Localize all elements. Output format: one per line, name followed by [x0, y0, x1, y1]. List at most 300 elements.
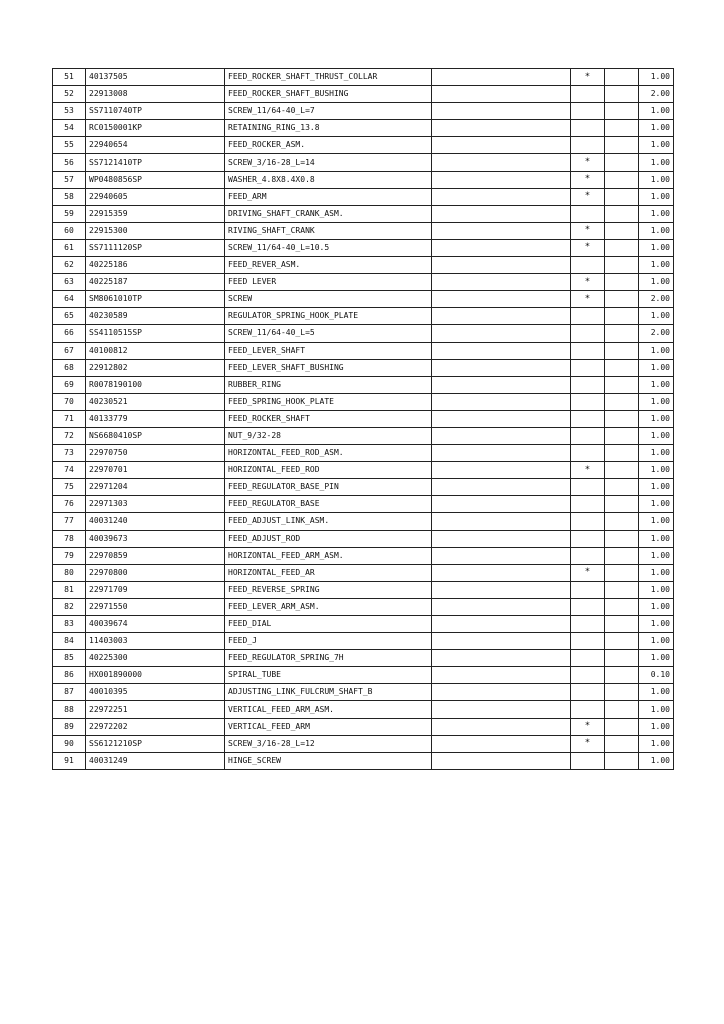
mark-cell: * [571, 69, 605, 86]
blank-cell [605, 479, 639, 496]
description-cell: FEED LEVER [225, 274, 432, 291]
description-cell: ADJUSTING_LINK_FULCRUM_SHAFT_B [225, 684, 432, 701]
description-cell: FEED_ADJUST_ROD [225, 530, 432, 547]
mark-cell: * [571, 154, 605, 171]
description-cell: FEED_REGULATOR_BASE [225, 496, 432, 513]
table-row [53, 479, 674, 496]
item-number-cell: 91 [53, 752, 86, 769]
quantity-cell: 0.10 [639, 667, 674, 684]
quantity-cell: 1.00 [639, 752, 674, 769]
blank-cell [605, 393, 639, 410]
description-cell: FEED_SPRING_HOOK_PLATE [225, 393, 432, 410]
quantity-cell: 1.00 [639, 633, 674, 650]
part-number-cell: 22972202 [86, 718, 225, 735]
item-number-cell: 79 [53, 547, 86, 564]
blank-cell [432, 547, 571, 564]
mark-cell [571, 359, 605, 376]
description-cell: SCREW_11/64-40_L=5 [225, 325, 432, 342]
item-number-cell: 74 [53, 462, 86, 479]
item-number-cell: 68 [53, 359, 86, 376]
blank-cell [605, 410, 639, 427]
item-number-cell: 66 [53, 325, 86, 342]
quantity-cell: 1.00 [639, 239, 674, 256]
blank-cell [605, 667, 639, 684]
blank-cell [605, 513, 639, 530]
description-cell: DRIVING_SHAFT_CRANK_ASM. [225, 205, 432, 222]
mark-cell [571, 701, 605, 718]
mark-cell [571, 342, 605, 359]
table-row [53, 291, 674, 308]
description-cell: FEED_REGULATOR_SPRING_7H [225, 650, 432, 667]
table-row [53, 735, 674, 752]
mark-cell [571, 530, 605, 547]
quantity-cell: 1.00 [639, 445, 674, 462]
table-row [53, 257, 674, 274]
blank-cell [605, 633, 639, 650]
blank-cell [432, 650, 571, 667]
blank-cell [605, 359, 639, 376]
blank-cell [432, 222, 571, 239]
description-cell: FEED_REGULATOR_BASE_PIN [225, 479, 432, 496]
description-cell: SCREW_3/16-28_L=14 [225, 154, 432, 171]
item-number-cell: 84 [53, 633, 86, 650]
description-cell: FEED_ADJUST_LINK_ASM. [225, 513, 432, 530]
blank-cell [432, 427, 571, 444]
blank-cell [432, 154, 571, 171]
quantity-cell: 1.00 [639, 154, 674, 171]
item-number-cell: 64 [53, 291, 86, 308]
description-cell: FEED_ROCKER_SHAFT_THRUST_COLLAR [225, 69, 432, 86]
part-number-cell: 22971709 [86, 581, 225, 598]
part-number-cell: 40230521 [86, 393, 225, 410]
item-number-cell: 63 [53, 274, 86, 291]
item-number-cell: 61 [53, 239, 86, 256]
table-row [53, 684, 674, 701]
item-number-cell: 56 [53, 154, 86, 171]
blank-cell [432, 684, 571, 701]
mark-cell [571, 684, 605, 701]
mark-cell [571, 650, 605, 667]
part-number-cell: 22970800 [86, 564, 225, 581]
quantity-cell: 1.00 [639, 120, 674, 137]
part-number-cell: 40010395 [86, 684, 225, 701]
blank-cell [605, 120, 639, 137]
item-number-cell: 60 [53, 222, 86, 239]
table-row [53, 530, 674, 547]
blank-cell [605, 735, 639, 752]
item-number-cell: 65 [53, 308, 86, 325]
item-number-cell: 51 [53, 69, 86, 86]
quantity-cell: 1.00 [639, 342, 674, 359]
blank-cell [432, 308, 571, 325]
mark-cell [571, 752, 605, 769]
part-number-cell: 22971303 [86, 496, 225, 513]
mark-cell [571, 445, 605, 462]
part-number-cell: 40031249 [86, 752, 225, 769]
quantity-cell: 1.00 [639, 171, 674, 188]
mark-cell: * [571, 171, 605, 188]
quantity-cell: 1.00 [639, 513, 674, 530]
table-row [53, 188, 674, 205]
description-cell: SCREW_11/64-40_L=10.5 [225, 239, 432, 256]
quantity-cell: 2.00 [639, 86, 674, 103]
item-number-cell: 82 [53, 598, 86, 615]
blank-cell [605, 547, 639, 564]
blank-cell [432, 137, 571, 154]
item-number-cell: 90 [53, 735, 86, 752]
description-cell: HORIZONTAL_FEED_ROD [225, 462, 432, 479]
description-cell: SCREW_11/64-40_L=7 [225, 103, 432, 120]
table-row [53, 376, 674, 393]
quantity-cell: 1.00 [639, 69, 674, 86]
mark-cell: * [571, 274, 605, 291]
item-number-cell: 58 [53, 188, 86, 205]
item-number-cell: 70 [53, 393, 86, 410]
blank-cell [605, 188, 639, 205]
table-row [53, 667, 674, 684]
mark-cell: * [571, 462, 605, 479]
item-number-cell: 62 [53, 257, 86, 274]
blank-cell [432, 598, 571, 615]
blank-cell [605, 154, 639, 171]
table-row [53, 410, 674, 427]
description-cell: RUBBER_RING [225, 376, 432, 393]
part-number-cell: 22913008 [86, 86, 225, 103]
description-cell: HORIZONTAL_FEED_AR [225, 564, 432, 581]
mark-cell [571, 103, 605, 120]
description-cell: HINGE_SCREW [225, 752, 432, 769]
item-number-cell: 76 [53, 496, 86, 513]
mark-cell [571, 427, 605, 444]
table-row [53, 86, 674, 103]
table-row [53, 496, 674, 513]
item-number-cell: 57 [53, 171, 86, 188]
table-row [53, 752, 674, 769]
description-cell: FEED_LEVER_ARM_ASM. [225, 598, 432, 615]
description-cell: VERTICAL_FEED_ARM [225, 718, 432, 735]
blank-cell [605, 291, 639, 308]
table-row [53, 393, 674, 410]
quantity-cell: 1.00 [639, 496, 674, 513]
item-number-cell: 72 [53, 427, 86, 444]
blank-cell [605, 616, 639, 633]
blank-cell [432, 393, 571, 410]
part-number-cell: SS6121210SP [86, 735, 225, 752]
blank-cell [432, 445, 571, 462]
table-row [53, 342, 674, 359]
quantity-cell: 1.00 [639, 205, 674, 222]
blank-cell [605, 530, 639, 547]
blank-cell [605, 564, 639, 581]
part-number-cell: 40225300 [86, 650, 225, 667]
blank-cell [605, 274, 639, 291]
part-number-cell: RC0150001KP [86, 120, 225, 137]
description-cell: VERTICAL_FEED_ARM_ASM. [225, 701, 432, 718]
blank-cell [432, 257, 571, 274]
table-row [53, 616, 674, 633]
blank-cell [432, 103, 571, 120]
description-cell: SCREW_3/16-28_L=12 [225, 735, 432, 752]
part-number-cell: 40031240 [86, 513, 225, 530]
blank-cell [432, 188, 571, 205]
part-number-cell: SS4110515SP [86, 325, 225, 342]
blank-cell [432, 633, 571, 650]
quantity-cell: 2.00 [639, 325, 674, 342]
description-cell: REGULATOR_SPRING_HOOK_PLATE [225, 308, 432, 325]
blank-cell [605, 598, 639, 615]
mark-cell: * [571, 239, 605, 256]
item-number-cell: 75 [53, 479, 86, 496]
blank-cell [605, 257, 639, 274]
item-number-cell: 69 [53, 376, 86, 393]
mark-cell [571, 257, 605, 274]
mark-cell [571, 598, 605, 615]
blank-cell [432, 667, 571, 684]
blank-cell [432, 342, 571, 359]
blank-cell [432, 410, 571, 427]
description-cell: FEED_ARM [225, 188, 432, 205]
quantity-cell: 1.00 [639, 308, 674, 325]
blank-cell [605, 69, 639, 86]
description-cell: HORIZONTAL_FEED_ROD_ASM. [225, 445, 432, 462]
description-cell: HORIZONTAL_FEED_ARM_ASM. [225, 547, 432, 564]
quantity-cell: 1.00 [639, 564, 674, 581]
blank-cell [432, 239, 571, 256]
mark-cell [571, 581, 605, 598]
blank-cell [432, 120, 571, 137]
quantity-cell: 1.00 [639, 650, 674, 667]
table-row [53, 513, 674, 530]
item-number-cell: 71 [53, 410, 86, 427]
table-row [53, 171, 674, 188]
mark-cell: * [571, 188, 605, 205]
blank-cell [605, 239, 639, 256]
mark-cell [571, 410, 605, 427]
part-number-cell: 22940605 [86, 188, 225, 205]
quantity-cell: 1.00 [639, 598, 674, 615]
description-cell: FEED_LEVER_SHAFT_BUSHING [225, 359, 432, 376]
mark-cell [571, 667, 605, 684]
part-number-cell: 40137505 [86, 69, 225, 86]
item-number-cell: 55 [53, 137, 86, 154]
blank-cell [432, 718, 571, 735]
description-cell: SPIRAL_TUBE [225, 667, 432, 684]
mark-cell: * [571, 735, 605, 752]
mark-cell [571, 137, 605, 154]
description-cell: RIVING_SHAFT_CRANK [225, 222, 432, 239]
part-number-cell: 22912802 [86, 359, 225, 376]
table-row [53, 581, 674, 598]
description-cell: FEED_REVERSE_SPRING [225, 581, 432, 598]
item-number-cell: 88 [53, 701, 86, 718]
blank-cell [605, 650, 639, 667]
quantity-cell: 1.00 [639, 479, 674, 496]
quantity-cell: 1.00 [639, 616, 674, 633]
part-number-cell: SS7110740TP [86, 103, 225, 120]
part-number-cell: 22915359 [86, 205, 225, 222]
item-number-cell: 73 [53, 445, 86, 462]
item-number-cell: 54 [53, 120, 86, 137]
part-number-cell: NS6680410SP [86, 427, 225, 444]
description-cell: FEED_ROCKER_SHAFT [225, 410, 432, 427]
part-number-cell: HX001890000 [86, 667, 225, 684]
item-number-cell: 77 [53, 513, 86, 530]
part-number-cell: 22940654 [86, 137, 225, 154]
item-number-cell: 67 [53, 342, 86, 359]
mark-cell [571, 479, 605, 496]
blank-cell [605, 103, 639, 120]
part-number-cell: 40230589 [86, 308, 225, 325]
table-row [53, 718, 674, 735]
blank-cell [432, 325, 571, 342]
quantity-cell: 1.00 [639, 359, 674, 376]
mark-cell [571, 633, 605, 650]
blank-cell [432, 462, 571, 479]
description-cell: NUT_9/32-28 [225, 427, 432, 444]
blank-cell [605, 718, 639, 735]
table-row [53, 427, 674, 444]
quantity-cell: 1.00 [639, 735, 674, 752]
mark-cell [571, 496, 605, 513]
table-row [53, 325, 674, 342]
blank-cell [605, 171, 639, 188]
table-row [53, 239, 674, 256]
blank-cell [605, 137, 639, 154]
item-number-cell: 52 [53, 86, 86, 103]
mark-cell: * [571, 291, 605, 308]
blank-cell [605, 752, 639, 769]
blank-cell [605, 462, 639, 479]
blank-cell [605, 376, 639, 393]
blank-cell [432, 376, 571, 393]
quantity-cell: 1.00 [639, 137, 674, 154]
item-number-cell: 80 [53, 564, 86, 581]
quantity-cell: 1.00 [639, 222, 674, 239]
table-row [53, 564, 674, 581]
quantity-cell: 1.00 [639, 274, 674, 291]
blank-cell [605, 581, 639, 598]
blank-cell [605, 222, 639, 239]
quantity-cell: 1.00 [639, 410, 674, 427]
mark-cell [571, 308, 605, 325]
part-number-cell: 40225187 [86, 274, 225, 291]
blank-cell [432, 752, 571, 769]
blank-cell [432, 205, 571, 222]
quantity-cell: 1.00 [639, 376, 674, 393]
quantity-cell: 1.00 [639, 718, 674, 735]
item-number-cell: 87 [53, 684, 86, 701]
quantity-cell: 1.00 [639, 427, 674, 444]
item-number-cell: 86 [53, 667, 86, 684]
item-number-cell: 89 [53, 718, 86, 735]
part-number-cell: R0078190100 [86, 376, 225, 393]
description-cell: FEED_REVER_ASM. [225, 257, 432, 274]
mark-cell: * [571, 222, 605, 239]
quantity-cell: 2.00 [639, 291, 674, 308]
quantity-cell: 1.00 [639, 103, 674, 120]
blank-cell [605, 496, 639, 513]
description-cell: FEED_ROCKER_ASM. [225, 137, 432, 154]
part-number-cell: 40133779 [86, 410, 225, 427]
table-row [53, 359, 674, 376]
parts-list-body [53, 69, 674, 770]
table-row [53, 103, 674, 120]
item-number-cell: 53 [53, 103, 86, 120]
description-cell: FEED_DIAL [225, 616, 432, 633]
quantity-cell: 1.00 [639, 257, 674, 274]
blank-cell [605, 308, 639, 325]
description-cell: FEED_J [225, 633, 432, 650]
blank-cell [432, 530, 571, 547]
table-row [53, 633, 674, 650]
blank-cell [605, 342, 639, 359]
blank-cell [432, 616, 571, 633]
parts-list-table [52, 68, 674, 770]
mark-cell [571, 393, 605, 410]
mark-cell [571, 205, 605, 222]
table-row [53, 598, 674, 615]
mark-cell [571, 120, 605, 137]
description-cell: RETAINING_RING_13.8 [225, 120, 432, 137]
quantity-cell: 1.00 [639, 684, 674, 701]
quantity-cell: 1.00 [639, 547, 674, 564]
part-number-cell: 40039673 [86, 530, 225, 547]
blank-cell [605, 445, 639, 462]
blank-cell [432, 735, 571, 752]
quantity-cell: 1.00 [639, 393, 674, 410]
blank-cell [605, 701, 639, 718]
table-row [53, 222, 674, 239]
table-row [53, 120, 674, 137]
part-number-cell: 40100812 [86, 342, 225, 359]
item-number-cell: 78 [53, 530, 86, 547]
part-number-cell: 11403003 [86, 633, 225, 650]
table-row [53, 137, 674, 154]
blank-cell [605, 205, 639, 222]
description-cell: WASHER_4.8X8.4X0.8 [225, 171, 432, 188]
table-row [53, 462, 674, 479]
mark-cell [571, 376, 605, 393]
item-number-cell: 83 [53, 616, 86, 633]
quantity-cell: 1.00 [639, 701, 674, 718]
blank-cell [432, 513, 571, 530]
part-number-cell: WP0480856SP [86, 171, 225, 188]
blank-cell [432, 496, 571, 513]
blank-cell [432, 171, 571, 188]
blank-cell [432, 274, 571, 291]
part-number-cell: 22971550 [86, 598, 225, 615]
mark-cell [571, 325, 605, 342]
mark-cell [571, 86, 605, 103]
quantity-cell: 1.00 [639, 530, 674, 547]
part-number-cell: SS7111120SP [86, 239, 225, 256]
table-row [53, 547, 674, 564]
part-number-cell: 40225186 [86, 257, 225, 274]
table-row [53, 701, 674, 718]
mark-cell [571, 513, 605, 530]
blank-cell [432, 564, 571, 581]
description-cell: FEED_ROCKER_SHAFT_BUSHING [225, 86, 432, 103]
table-row [53, 650, 674, 667]
blank-cell [432, 479, 571, 496]
blank-cell [432, 69, 571, 86]
blank-cell [605, 325, 639, 342]
mark-cell: * [571, 718, 605, 735]
mark-cell [571, 616, 605, 633]
blank-cell [432, 291, 571, 308]
blank-cell [605, 684, 639, 701]
quantity-cell: 1.00 [639, 462, 674, 479]
